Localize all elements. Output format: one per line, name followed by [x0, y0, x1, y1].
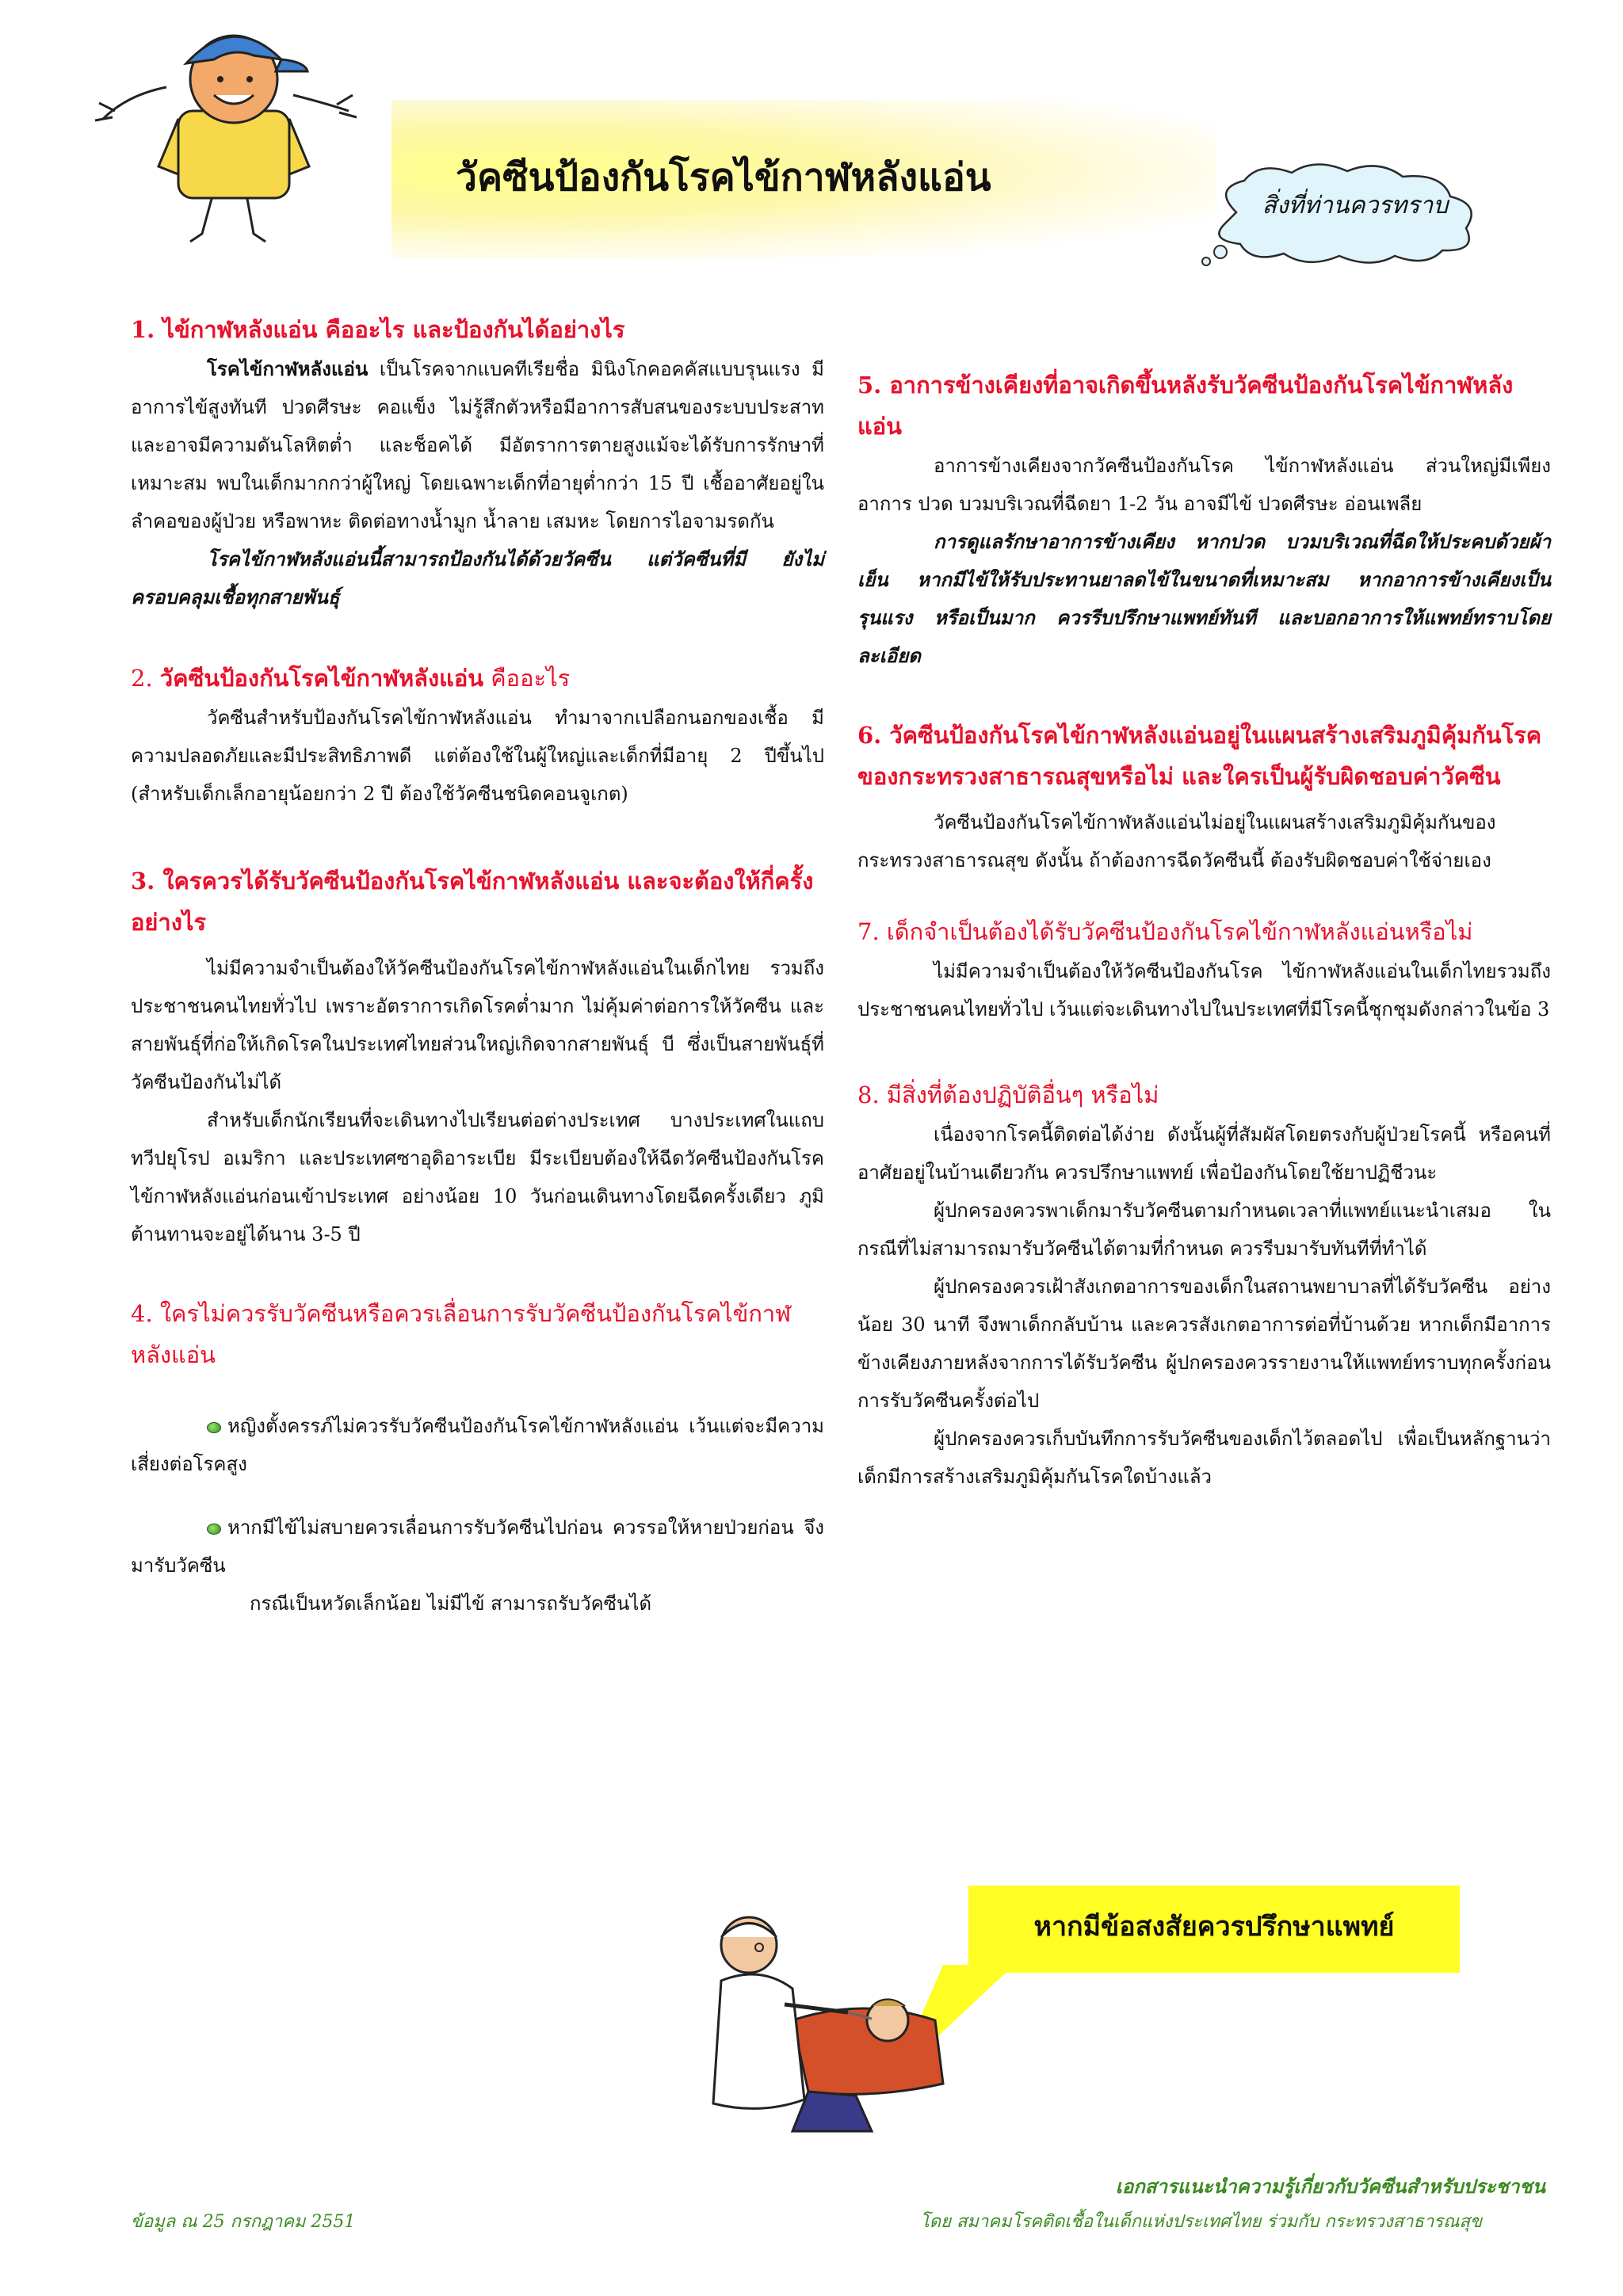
- section-2-title-rest: คืออะไร: [483, 665, 571, 692]
- bullet-text-2: หากมีไข้ไม่สบายควรเลื่อนการรับวัคซีนไปก่อน ควรรอให้หายป่วยก่อน จึงมารับวัคซีน: [131, 1516, 824, 1577]
- section-1-text: เป็นโรคจากแบคทีเรียชื่อ มินิงโกคอคคัสแบบรุนแรง มีอาการไข้สูงทันที ปวดศีรษะ คอแข็ง ไม่รู้สึกตัวหรือมีอาการสับสนของระบบประสาท และอาจมีความดันโลหิตต่ำ และช็อคได้ มีอัตราการตายสูงแม้จะได้รับการรักษาที่เหมาะสม พบในเด็กมากกว่าผู้ใหญ่ โดยเฉพาะเด็กที่อายุต่ำกว่า 15 ปี เชื้ออาศัยอยู่ในลำคอของผู้ป่วย หรือพาหะ ติดต่อทางน้ำมูก น้ำลาย เสมหะ โดยการไอจามรดกัน: [131, 358, 824, 532]
- section-5-paragraph-2: การดูแลรักษาอาการข้างเคียง หากปวด บวมบริเวณที่ฉีดให้ประคบด้วยผ้าเย็น หากมีไข้ให้รับประทานยาลดไข้ในขนาดที่เหมาะสม หากอาการข้างเคียงเป็นรุนแรง หรือเป็นมาก ควรรีบปรึกษาแพทย์ทันที และบอกอาการให้แพทย์ทราบโดยละเอียด: [857, 530, 1551, 667]
- bullet-item-1: [131, 1407, 824, 1483]
- section-6-heading: 6. วัคซีนป้องกันโรคไข้กาฬหลังแอ่นอยู่ในแผนสร้างเสริมภูมิคุ้มกันโรคของกระทรวงสาธารณสุขหรือไม่ และใครเป็นผู้รับผิดชอบค่าวัคซีน: [857, 722, 1542, 790]
- section-7-paragraph: ไม่มีความจำเป็นต้องให้วัคซีนป้องกันโรค ไข้กาฬหลังแอ่นในเด็กไทยรวมถึงประชาชนคนไทยทั่วไป เว้นแต่จะเดินทางไปในประเทศที่มีโรคนี้ชุกชุมดังกล่าวในข้อ 3: [857, 960, 1551, 1020]
- cloud-label: สิ่งที่ท่านควรทราบ: [1262, 192, 1449, 219]
- footer-document-label: เอกสารแนะนำความรู้เกี่ยวกับวัคซีนสำหรับประชาชน: [1115, 2175, 1545, 2198]
- section-4-heading: 4. ใครไม่ควรรับวัคซีนหรือควรเลื่อนการรับวัคซีนป้องกันโรคไข้กาฬหลังแอ่น: [131, 1300, 792, 1368]
- footer-organization: โดย สมาคมโรคติดเชื้อในเด็กแห่งประเทศไทย ร่วมกับ กระทรวงสาธารณสุข: [919, 2212, 1482, 2232]
- section-8-paragraph-2: ผู้ปกครองควรพาเด็กมารับวัคซีนตามกำหนดเวลาที่แพทย์แนะนำเสมอ ในกรณีที่ไม่สามารถมารับวัคซีนได้ตามที่กำหนด ควรรีบมารับทันทีที่ทำได้: [857, 1199, 1551, 1260]
- section-8-heading: 8. มีสิ่งที่ต้องปฏิบัติอื่นๆ หรือไม่: [857, 1081, 1159, 1108]
- section-8-paragraph-4: ผู้ปกครองควรเก็บบันทึกการรับวัคซีนของเด็กไว้ตลอดไป เพื่อเป็นหลักฐานว่าเด็กมีการสร้างเสริมภูมิคุ้มกันโรคใดบ้างแล้ว: [857, 1428, 1551, 1488]
- term-bold: โรคไข้กาฬหลังแอ่น: [207, 357, 369, 380]
- bullet-text-1: หญิงตั้งครรภ์ไม่ควรรับวัคซีนป้องกันโรคไข้กาฬหลังแอ่น เว้นแต่จะมีความเสี่ยงต่อโรคสูง: [131, 1415, 824, 1475]
- section-6-paragraph: วัคซีนป้องกันโรคไข้กาฬหลังแอ่นไม่อยู่ในแผนสร้างเสริมภูมิคุ้มกันของกระทรวงสาธารณสุข ดังนั้น ถ้าต้องการฉีดวัคซีนนี้ ต้องรับผิดชอบค่าใช้จ่ายเอง: [857, 811, 1496, 871]
- section-2-paragraph: วัคซีนสำหรับป้องกันโรคไข้กาฬหลังแอ่น ทำมาจากเปลือกนอกของเชื้อ มีความปลอดภัยและมีประสิทธิภาพดี แต่ต้องใช้ในผู้ใหญ่และเด็กที่มีอายุ 2 ปีขึ้นไป (สำหรับเด็กเล็กอายุน้อยกว่า 2 ปี ต้องใช้วัคซีนชนิดคอนจูเกต): [131, 707, 824, 805]
- callout-text: หากมีข้อสงสัยควรปรึกษาแพทย์: [1033, 1911, 1395, 1943]
- section-2-heading: [131, 658, 824, 699]
- section-1-paragraph-2: โรคไข้กาฬหลังแอ่นนี้สามารถป้องกันได้ด้วยวัคซีน แต่วัคซีนที่มี ยังไม่ครอบคลุมเชื้อทุกสายพันธุ์: [131, 547, 824, 608]
- section-3-heading: 3. ใครควรได้รับวัคซีนป้องกันโรคไข้กาฬหลังแอ่น และจะต้องให้กี่ครั้ง อย่างไร: [131, 868, 814, 936]
- bullet-icon: [207, 1524, 221, 1535]
- section-4-note: กรณีเป็นหวัดเล็กน้อย ไม่มีไข้ สามารถรับวัคซีนได้: [250, 1592, 652, 1615]
- footer-date: ข้อมูล ณ 25 กรกฎาคม 2551: [131, 2212, 356, 2232]
- page-title: วัคซีนป้องกันโรคไข้กาฬหลังแอ่น: [456, 155, 991, 200]
- bullet-icon: [207, 1422, 221, 1433]
- right-column: [857, 364, 1551, 1496]
- doctor-illustration: [674, 1901, 959, 2139]
- section-3-paragraph-2: สำหรับเด็กนักเรียนที่จะเดินทางไปเรียนต่อต่างประเทศ บางประเทศในแถบทวีปยุโรป อเมริกา และประเทศซาอุดิอาระเบีย มีระเบียบต้องให้ฉีดวัคซีนป้องกันโรคไข้กาฬหลังแอ่นก่อนเข้าประเทศ อย่างน้อย 10 วันก่อนเดินทางโดยฉีดครั้งเดียว ภูมิต้านทานจะอยู่ได้นาน 3-5 ปี: [131, 1109, 824, 1245]
- section-2-num: 2.: [131, 665, 160, 692]
- section-7-heading: 7. เด็กจำเป็นต้องได้รับวัคซีนป้องกันโรคไข้กาฬหลังแอ่นหรือไม่: [857, 918, 1473, 945]
- section-3-paragraph-1: ไม่มีความจำเป็นต้องให้วัคซีนป้องกันโรคไข้กาฬหลังแอ่นในเด็กไทย รวมถึงประชาชนคนไทยทั่วไป เพราะอัตราการเกิดโรคต่ำมาก ไม่คุ้มค่าต่อการให้วัคซีน และสายพันธุ์ที่ก่อให้เกิดโรคในประเทศไทยส่วนใหญ่เกิดจากสายพันธุ์ บี ซึ่งเป็นสายพันธุ์ที่วัคซีนป้องกันไม่ได้: [131, 957, 824, 1093]
- bullet-item-2: [131, 1508, 824, 1585]
- left-column: [131, 309, 824, 1623]
- section-1-paragraph-1: [131, 350, 824, 540]
- boy-illustration: [95, 16, 365, 246]
- section-8-paragraph-3: ผู้ปกครองควรเฝ้าสังเกตอาการของเด็กในสถานพยาบาลที่ได้รับวัคซีน อย่างน้อย 30 นาที จึงพาเด็กกลับบ้าน และควรสังเกตอาการต่อที่บ้านด้วย หากเด็กมีอาการข้างเคียงภายหลังจากการได้รับวัคซีน ผู้ปกครองควรรายงานให้แพทย์ทราบทุกครั้งก่อนการรับวัคซีนครั้งต่อไป: [857, 1276, 1551, 1412]
- section-2-title: วัคซีนป้องกันโรคไข้กาฬหลังแอ่น: [159, 665, 484, 692]
- section-5-paragraph-1: อาการข้างเคียงจากวัคซีนป้องกันโรค ไข้กาฬหลังแอ่น ส่วนใหญ่มีเพียงอาการ ปวด บวมบริเวณที่ฉีดยา 1-2 วัน อาจมีไข้ ปวดศีรษะ อ่อนเพลีย: [857, 455, 1551, 515]
- section-1-heading: 1. ไข้กาฬหลังแอ่น คืออะไร และป้องกันได้อย่างไร: [131, 316, 625, 343]
- section-5-heading: 5. อาการข้างเคียงที่อาจเกิดขึ้นหลังรับวัคซีนป้องกันโรคไข้กาฬหลังแอ่น: [857, 372, 1514, 440]
- section-8-paragraph-1: เนื่องจากโรคนี้ติดต่อได้ง่าย ดังนั้นผู้ที่สัมผัสโดยตรงกับผู้ป่วยโรคนี้ หรือคนที่อาศัยอยู่ในบ้านเดียวกัน ควรปรึกษาแพทย์ เพื่อป้องกันโดยใช้ยาปฏิชีวนะ: [857, 1123, 1551, 1184]
